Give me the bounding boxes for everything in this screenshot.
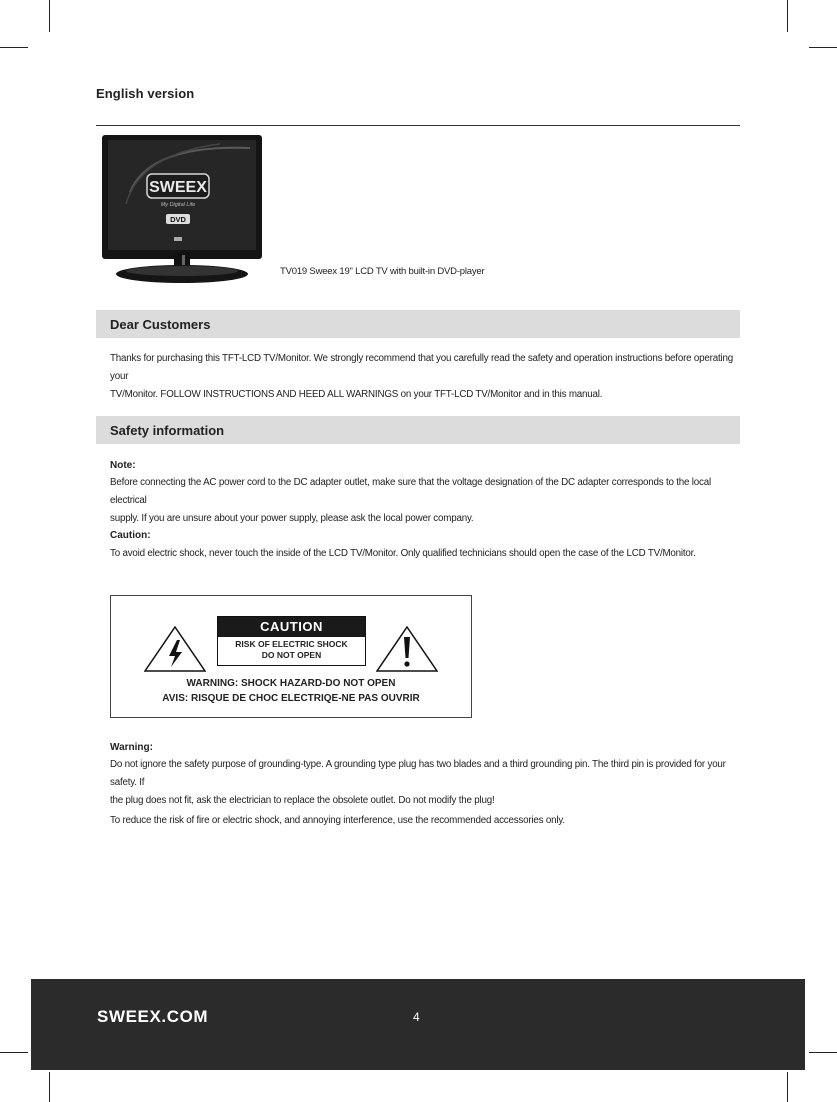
crop-mark xyxy=(787,0,788,32)
product-caption: TV019 Sweex 19" LCD TV with built-in DVD-player xyxy=(280,266,485,277)
crop-mark xyxy=(787,1072,788,1102)
dear-customers-paragraph xyxy=(110,350,742,404)
section-title: Dear Customers xyxy=(110,317,211,332)
crop-mark xyxy=(49,1072,50,1102)
crop-mark xyxy=(49,0,50,32)
section-header-dear-customers xyxy=(96,310,740,338)
section-title: Safety information xyxy=(110,423,225,438)
caution-title: CAUTION xyxy=(218,617,365,637)
text-line: supply. If you are unsure about your power supply, please ask the local power company. xyxy=(110,513,474,524)
caution-label: Caution: xyxy=(110,530,151,541)
note-paragraph xyxy=(110,474,742,528)
exclamation-warning-icon xyxy=(376,626,438,672)
text-line: Thanks for purchasing this TFT-LCD TV/Monitor. We strongly recommend that you carefully read the safety and operation instructions before operating your xyxy=(110,353,733,382)
warning-paragraph xyxy=(110,756,742,810)
caution-sub-line: DO NOT OPEN xyxy=(261,650,322,660)
lightning-warning-icon xyxy=(144,626,206,672)
accessories-paragraph: To reduce the risk of fire or electric shock, and annoying interference, use the recommended accessories only. xyxy=(110,815,565,826)
crop-mark xyxy=(809,1052,837,1053)
tv-product-image xyxy=(100,134,264,286)
note-label: Note: xyxy=(110,460,136,471)
header-divider xyxy=(96,125,740,126)
warning-label: Warning: xyxy=(110,742,153,753)
crop-mark xyxy=(0,47,28,48)
section-header-safety-information xyxy=(96,416,740,444)
text-line: the plug does not fit, ask the electrician to replace the obsolete outlet. Do not modify the plug! xyxy=(110,795,495,806)
crop-mark xyxy=(809,47,837,48)
text-line: TV/Monitor. FOLLOW INSTRUCTIONS AND HEED ALL WARNINGS on your TFT-LCD TV/Monitor and in this manual. xyxy=(110,389,603,400)
caution-warning-panel xyxy=(110,595,472,718)
warning-french: AVIS: RISQUE DE CHOC ELECTRIQE-NE PAS OUVRIR xyxy=(162,693,420,704)
page-footer xyxy=(31,979,805,1070)
crop-mark xyxy=(0,1052,28,1053)
page-number: 4 xyxy=(413,1010,420,1024)
warning-english: WARNING: SHOCK HAZARD-DO NOT OPEN xyxy=(186,678,396,689)
caution-subtitle xyxy=(218,639,365,661)
tv-tagline-text: My Digital Life xyxy=(160,202,196,208)
footer-brand-link: SWEEX.COM xyxy=(97,1007,209,1026)
caution-paragraph: To avoid electric shock, never touch the inside of the LCD TV/Monitor. Only qualified technicians should open the case of the LCD TV/Monitor. xyxy=(110,548,696,559)
text-line: Do not ignore the safety purpose of grounding-type. A grounding type plug has two blades and a third grounding pin. The third pin is provided for your safety. If xyxy=(110,759,726,788)
tv-logo-text: SWEEX xyxy=(149,179,207,196)
caution-sub-line: RISK OF ELECTRIC SHOCK xyxy=(235,639,348,649)
tv-dvd-text: DVD xyxy=(170,215,186,224)
page-header: English version xyxy=(96,86,195,101)
caution-label-box xyxy=(217,616,366,666)
text-line: Before connecting the AC power cord to the DC adapter outlet, make sure that the voltage designation of the DC adapter corresponds to the local electrical xyxy=(110,477,711,506)
